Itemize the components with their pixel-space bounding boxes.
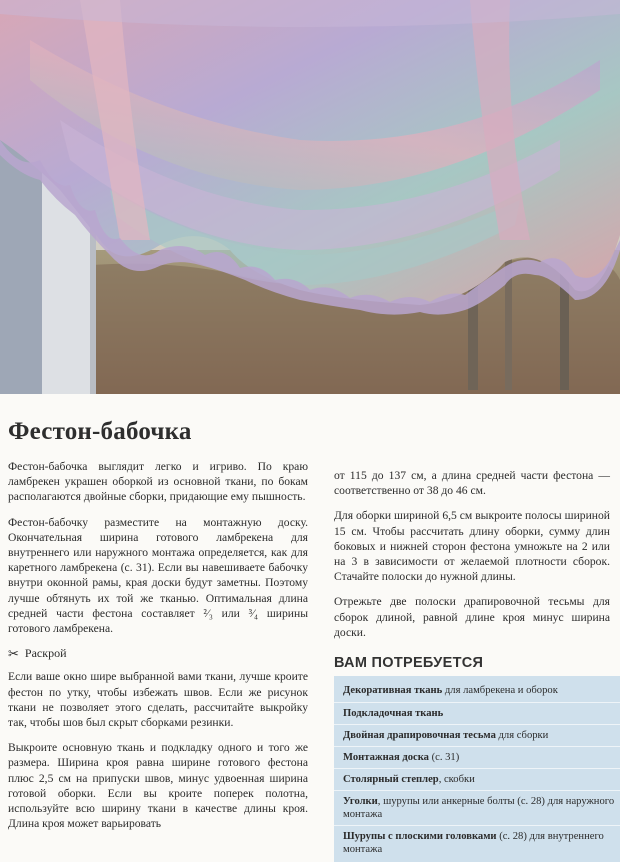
materials-item-name: Подкладочная ткань [343,708,444,719]
ruffle-paragraph: Для оборки шириной 6,5 см выкроите полосы шириной 15 см. Чтобы рассчитать длину оборки, сумму длин боковых и нижней сторон фестона умножьте на 2 или на 3 в зависимости от желаемой плотности сборок. Стачайте полоски до нужной длины. [334,509,610,584]
materials-item-note: , скобки [438,774,475,785]
materials-title: ВАМ ПОТРЕБУЕТСЯ [334,655,484,671]
materials-item [343,729,615,742]
divider [334,746,620,747]
scissors-icon: ✂ [8,646,19,662]
materials-item [343,707,615,720]
divider [334,825,620,826]
tape-paragraph: Отрежьте две полоски драпировочной тесьмы для сборок длиной, равной длине кроя минус ширина доски. [334,595,610,639]
mounting-paragraph: Фестон-бабочку разместите на монтажную доску. Окончательная ширина готового ламбрекена для внутреннего или наружного монтажа определяется, как для каретного ламбрекена (с. 31). Если вы навешиваете бабочку внутри оконной рамы, края доски будут заметны. Поэтому лучше обтянуть их той же тканью. Оптимальная длина средней части фестона составляет ²⁄₃ или ³⁄₄ ширины готового ламбрекена. [8,515,308,636]
divider [334,724,620,725]
materials-item-name: Двойная драпировочная тесьма [343,730,496,741]
materials-item-name: Монтажная доска [343,752,429,763]
materials-item-name: Уголки [343,796,378,807]
materials-item [343,830,615,856]
materials-item-note: (с. 28) для внутреннего монтажа [343,831,604,855]
festoon-valance-illustration [0,0,620,394]
materials-item-name: Столярный степлер [343,774,439,785]
materials-item-note: для ламбрекена и оборок [442,685,558,696]
materials-item [343,751,615,764]
right-column [334,468,610,650]
divider [334,768,620,769]
cutting-paragraph: Если ваше окно шире выбранной вами ткани, лучше кроите фестон по утку, чтобы избежать швов. Если же рисунок ткани не позволяет этого сделать, рассчитайте выкройку так, чтобы шов был скрыт сборками резинки. [8,670,308,730]
materials-item [343,773,615,786]
materials-item-note: для сборки [495,730,549,741]
divider [334,790,620,791]
materials-item [343,795,615,821]
materials-item-name: Шурупы с плоскими головками [343,831,497,842]
left-column [8,459,308,841]
materials-item-name: Декоративная ткань [343,685,443,696]
materials-item-note: (с. 31) [428,752,460,763]
materials-panel [334,676,620,862]
divider [334,702,620,703]
page-title: Фестон-бабочка [8,418,192,445]
cutting-subheading-label: Раскрой [24,646,67,661]
curtain-photo [0,0,620,394]
length-paragraph: от 115 до 137 см, а длина средней части фестона — соответственно от 38 до 46 см. [334,469,610,498]
materials-item-note: , шурупы или анкерные болты (с. 28) для наружного монтажа [343,796,615,820]
sizing-paragraph: Выкроите основную ткань и подкладку одного и того же размера. Ширина кроя равна ширине готового фестона плюс 2,5 см на припуски швов, минус удвоенная ширина готовой оборки. Если вы кроите поперек полотна, используйте всю ширину ткани в качестве длины кроя. Длина кроя может варьировать [8,741,308,831]
cutting-subheading [8,646,308,661]
materials-item [343,684,615,697]
intro-paragraph: Фестон-бабочка выглядит легко и игриво. По краю ламбрекен украшен оборкой из основной ткани, по бокам располагаются двойные сборки, придающие ему пышность. [8,460,308,504]
